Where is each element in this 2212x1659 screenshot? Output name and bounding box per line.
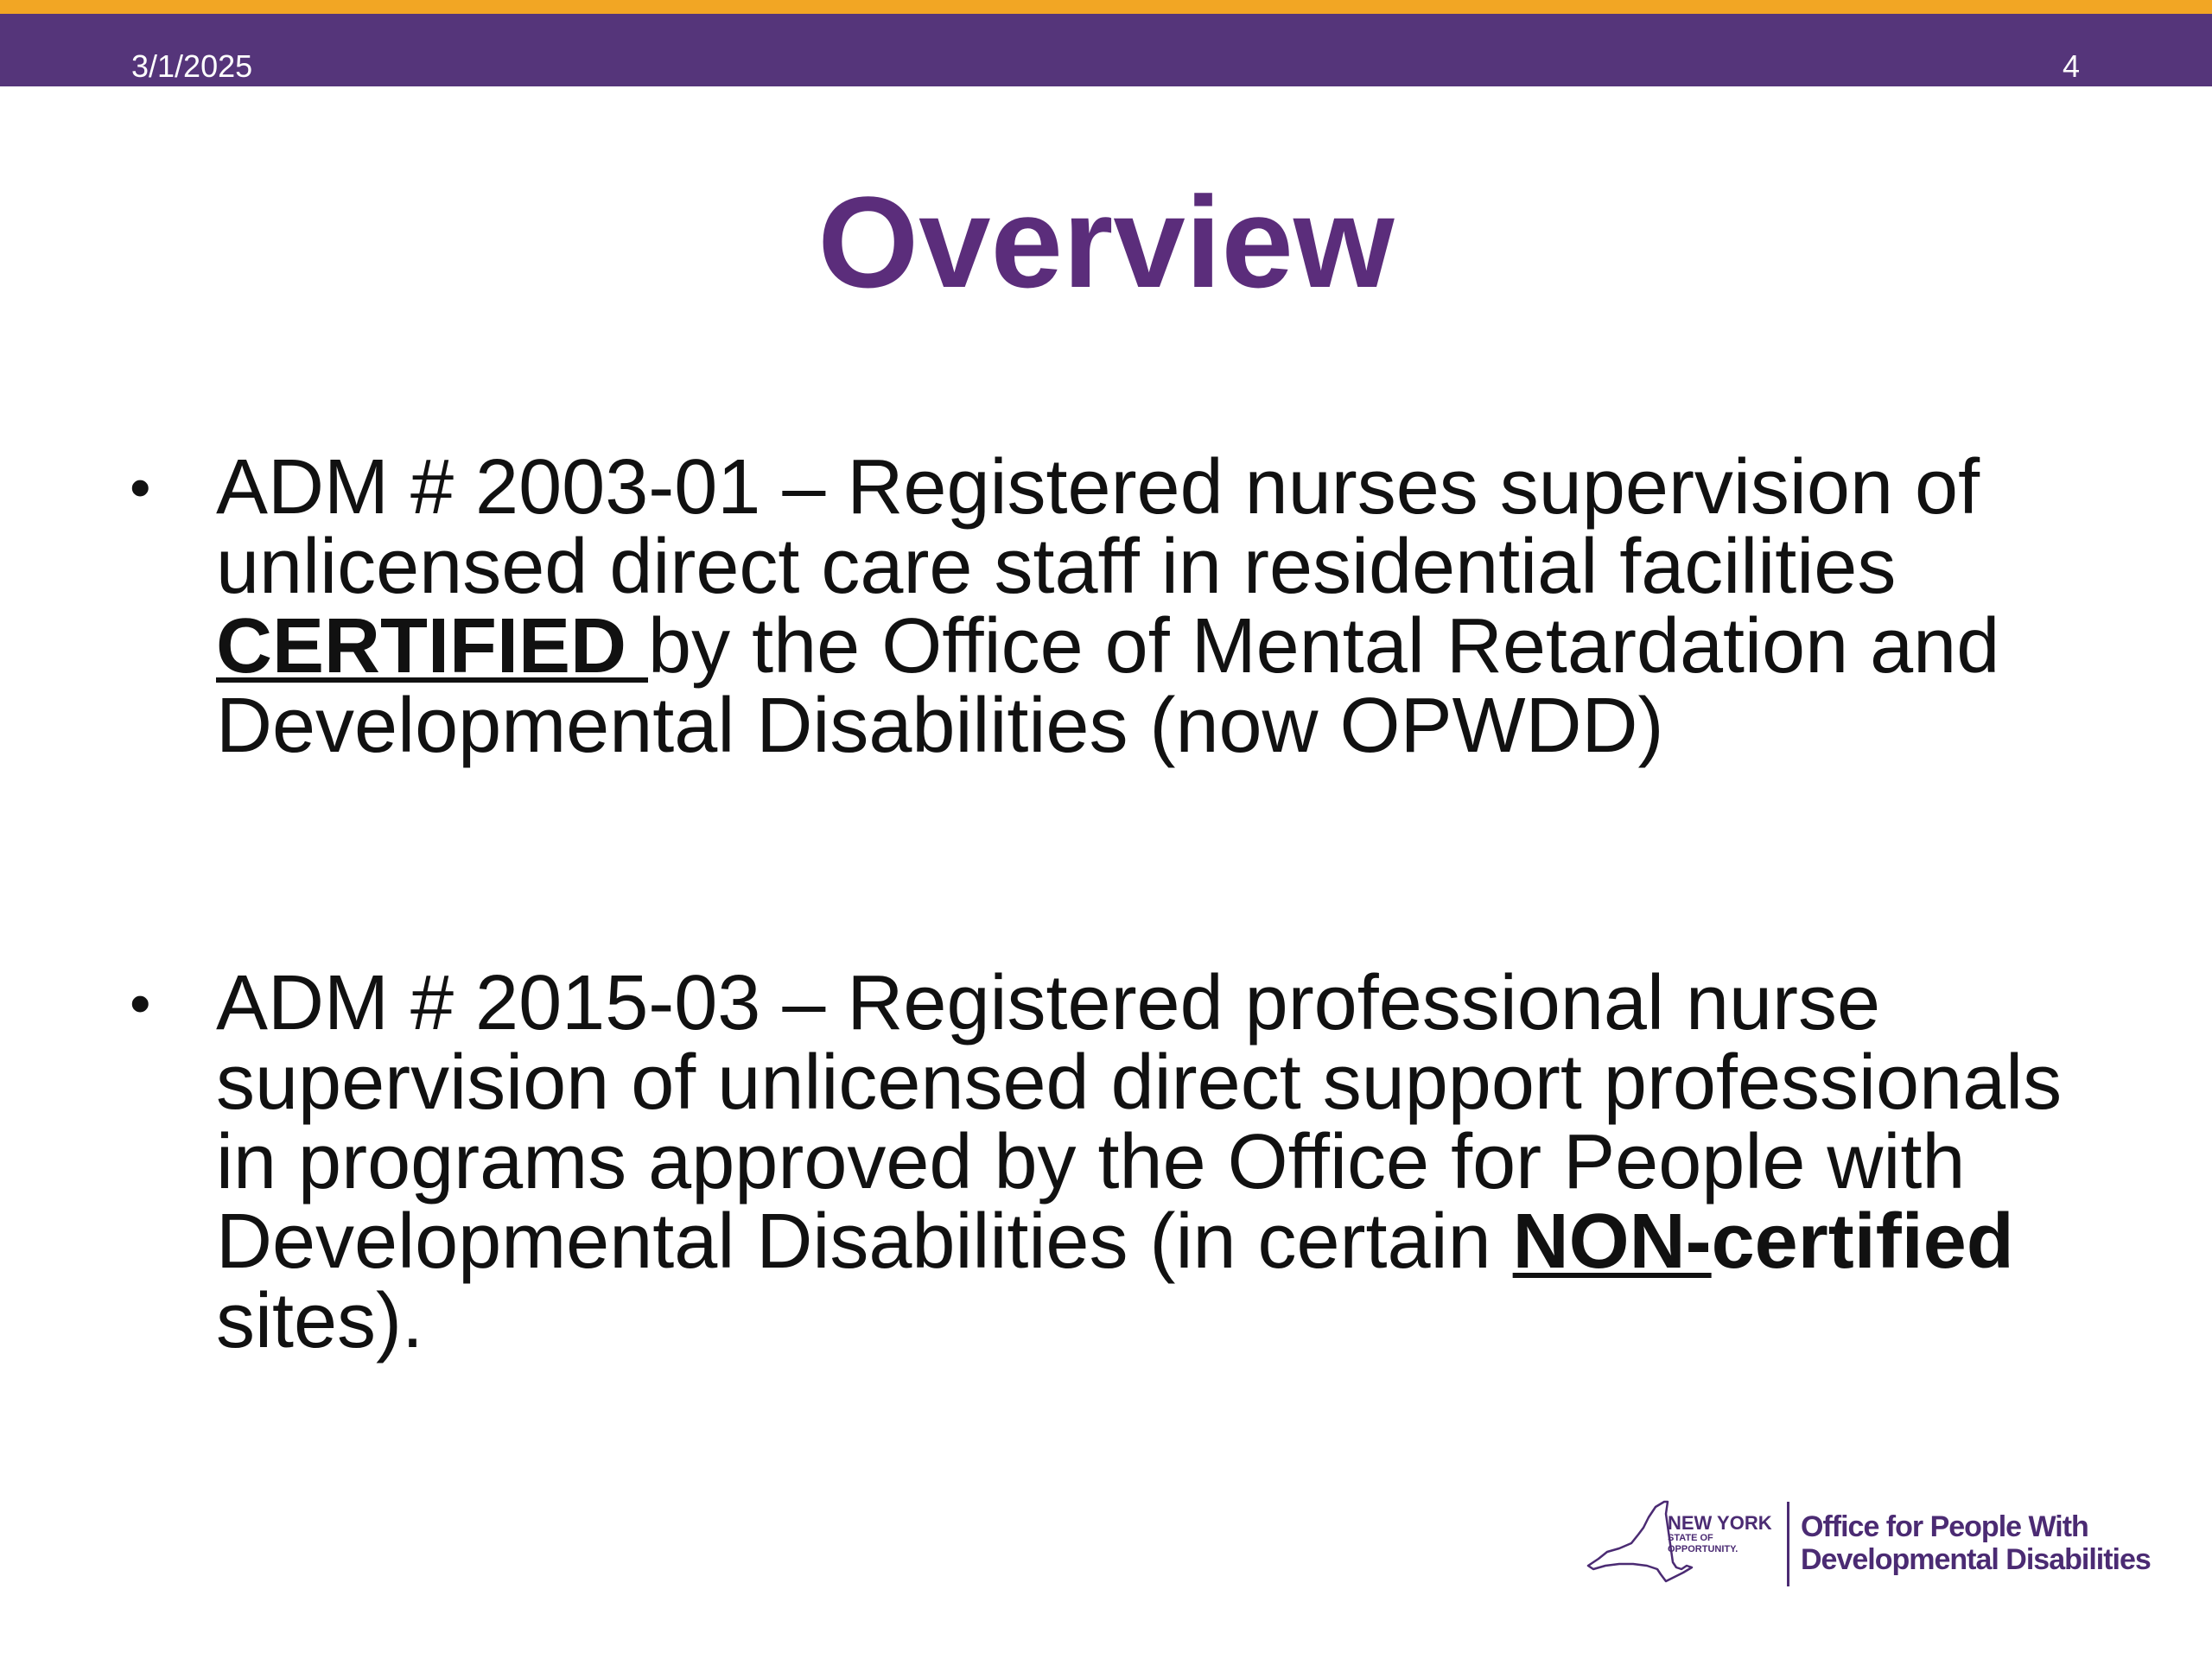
header-bar <box>0 14 2212 86</box>
ny-state-line: OPPORTUNITY. <box>1668 1544 1738 1554</box>
bullet-emphasis: certified <box>1711 1198 2014 1285</box>
bullet-text: sites). <box>216 1278 424 1364</box>
agency-logo <box>1581 1495 2186 1590</box>
bullet-dot-icon: • <box>130 454 151 521</box>
bullet-text: ADM # 2003-01 – Registered nurses supervision of unlicensed direct care staff in residential facilities <box>216 444 1980 610</box>
ny-state-line: NEW YORK <box>1668 1512 1772 1534</box>
bullet-dot-icon: • <box>130 969 151 1037</box>
ny-state-line: STATE OF <box>1668 1533 1713 1543</box>
bullet-item <box>130 960 2074 1364</box>
slide-title: Overview <box>817 169 1395 315</box>
agency-name-line: Office for People With <box>1801 1510 2088 1543</box>
bullet-item <box>130 444 2074 769</box>
bullet-emphasis: CERTIFIED <box>216 603 649 690</box>
agency-name <box>1801 1510 2151 1576</box>
agency-name-line: Developmental Disabilities <box>1801 1543 2151 1576</box>
bullet-text: by the Office of Mental Retardation and Developmental Disabilities (now OPWDD) <box>216 603 2000 769</box>
slide-page-number: 4 <box>2062 48 2080 84</box>
ny-state-wordmark <box>1668 1514 1772 1555</box>
accent-stripe <box>0 0 2212 14</box>
slide-date: 3/1/2025 <box>131 48 253 84</box>
bullet-emphasis: NON- <box>1512 1198 1712 1285</box>
bullet-text: ADM # 2015-03 – Registered professional nurse supervision of unlicensed direct support professionals in programs approved by the Office for People with Developmental Disabilities (in certain <box>216 960 2063 1285</box>
logo-divider <box>1787 1502 1789 1586</box>
